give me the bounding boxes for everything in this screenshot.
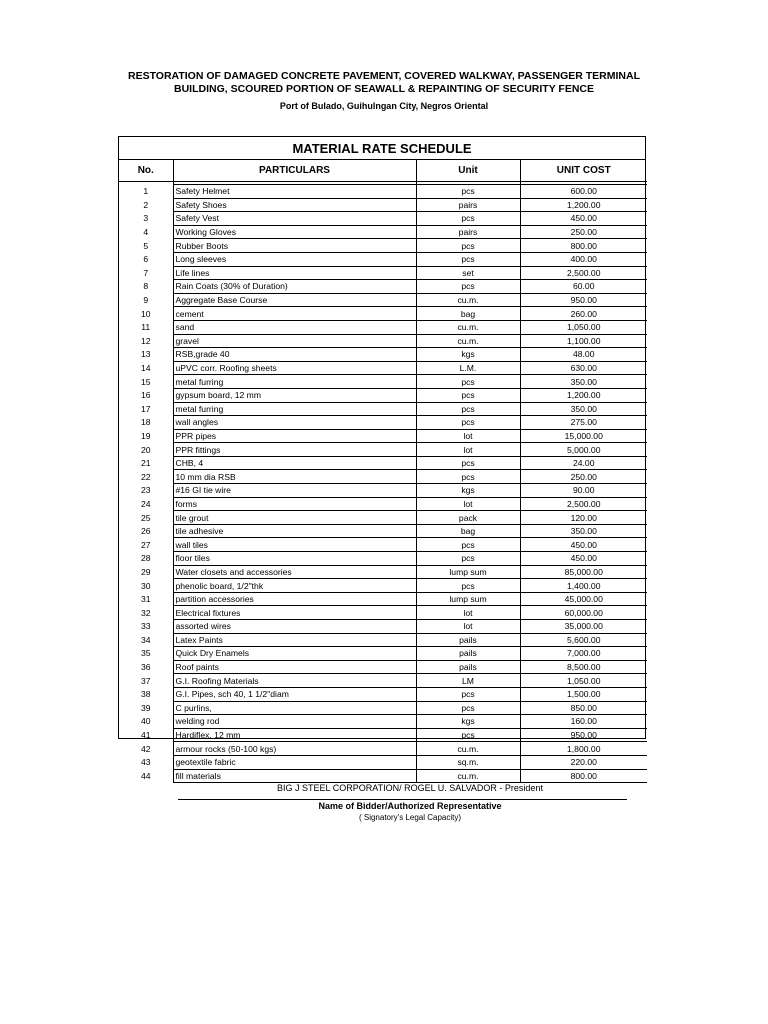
cell-unit: pcs <box>416 280 520 294</box>
table-row <box>119 769 647 783</box>
cell-cost: 5,600.00 <box>520 633 647 647</box>
cell-cost: 2,500.00 <box>520 266 647 280</box>
cell-cost: 220.00 <box>520 755 647 769</box>
cell-no: 18 <box>119 416 173 430</box>
cell-no: 34 <box>119 633 173 647</box>
table-row <box>119 212 647 226</box>
table-row <box>119 388 647 402</box>
cell-particulars: RSB,grade 40 <box>173 348 416 362</box>
cell-no: 15 <box>119 375 173 389</box>
cell-no: 31 <box>119 592 173 606</box>
schedule-title: MATERIAL RATE SCHEDULE <box>119 137 645 160</box>
cell-cost: 8,500.00 <box>520 660 647 674</box>
project-location: Port of Bulado, Guihulngan City, Negros Oriental <box>279 101 489 111</box>
cell-no: 41 <box>119 728 173 742</box>
table-row <box>119 660 647 674</box>
table-row <box>119 565 647 579</box>
cell-no: 24 <box>119 497 173 511</box>
cell-no: 13 <box>119 348 173 362</box>
cell-unit: sq.m. <box>416 755 520 769</box>
table-row <box>119 429 647 443</box>
cell-cost: 90.00 <box>520 484 647 498</box>
table-row <box>119 755 647 769</box>
cell-unit: cu.m. <box>416 769 520 783</box>
cell-particulars: cement <box>173 307 416 321</box>
table-row <box>119 552 647 566</box>
table-row <box>119 375 647 389</box>
cell-particulars: assorted wires <box>173 620 416 634</box>
table-row <box>119 687 647 701</box>
table-row <box>119 524 647 538</box>
column-header-unit-cost: UNIT COST <box>520 160 647 182</box>
table-row <box>119 715 647 729</box>
cell-no: 35 <box>119 647 173 661</box>
cell-unit: pcs <box>416 538 520 552</box>
cell-no: 7 <box>119 266 173 280</box>
cell-particulars: Working Gloves <box>173 225 416 239</box>
cell-no: 22 <box>119 470 173 484</box>
table-row <box>119 402 647 416</box>
cell-cost: 260.00 <box>520 307 647 321</box>
bidder-name: BIG J STEEL CORPORATION/ ROGEL U. SALVADOR - President <box>277 783 543 793</box>
table-row <box>119 239 647 253</box>
cell-cost: 120.00 <box>520 511 647 525</box>
cell-particulars: Long sleeves <box>173 252 416 266</box>
cell-no: 36 <box>119 660 173 674</box>
cell-particulars: 10 mm dia RSB <box>173 470 416 484</box>
table-row <box>119 361 647 375</box>
material-rate-schedule <box>118 136 646 781</box>
cell-no: 8 <box>119 280 173 294</box>
cell-particulars: fill materials <box>173 769 416 783</box>
cell-cost: 7,000.00 <box>520 647 647 661</box>
cell-unit: pcs <box>416 579 520 593</box>
cell-cost: 1,200.00 <box>520 388 647 402</box>
table-row <box>119 266 647 280</box>
cell-cost: 48.00 <box>520 348 647 362</box>
cell-no: 10 <box>119 307 173 321</box>
cell-unit: pcs <box>416 416 520 430</box>
table-row <box>119 701 647 715</box>
cell-cost: 35,000.00 <box>520 620 647 634</box>
cell-cost: 450.00 <box>520 538 647 552</box>
cell-unit: kgs <box>416 484 520 498</box>
cell-cost: 1,400.00 <box>520 579 647 593</box>
table-row <box>119 728 647 742</box>
cell-unit: kgs <box>416 715 520 729</box>
cell-cost: 160.00 <box>520 715 647 729</box>
table-row <box>119 579 647 593</box>
cell-cost: 450.00 <box>520 552 647 566</box>
table-row <box>119 456 647 470</box>
table-row <box>119 252 647 266</box>
cell-no: 25 <box>119 511 173 525</box>
cell-particulars: Aggregate Base Course <box>173 293 416 307</box>
cell-no: 42 <box>119 742 173 756</box>
cell-unit: pcs <box>416 402 520 416</box>
cell-cost: 1,200.00 <box>520 198 647 212</box>
cell-particulars: wall tiles <box>173 538 416 552</box>
cell-cost: 5,000.00 <box>520 443 647 457</box>
cell-unit: bag <box>416 524 520 538</box>
cell-cost: 1,500.00 <box>520 687 647 701</box>
table-row <box>119 470 647 484</box>
cell-no: 44 <box>119 769 173 783</box>
cell-no: 6 <box>119 252 173 266</box>
cell-cost: 600.00 <box>520 185 647 199</box>
cell-unit: lump sum <box>416 565 520 579</box>
cell-particulars: welding rod <box>173 715 416 729</box>
table-row <box>119 293 647 307</box>
cell-particulars: Quick Dry Enamels <box>173 647 416 661</box>
cell-unit: set <box>416 266 520 280</box>
cell-particulars: Latex Paints <box>173 633 416 647</box>
cell-particulars: G.I. Roofing Materials <box>173 674 416 688</box>
cell-particulars: geotextile fabric <box>173 755 416 769</box>
cell-particulars: metal furring <box>173 375 416 389</box>
cell-particulars: tile adhesive <box>173 524 416 538</box>
cell-unit: pcs <box>416 212 520 226</box>
cell-cost: 950.00 <box>520 293 647 307</box>
cell-unit: pcs <box>416 552 520 566</box>
cell-particulars: Roof paints <box>173 660 416 674</box>
cell-unit: pails <box>416 633 520 647</box>
cell-no: 2 <box>119 198 173 212</box>
cell-unit: cu.m. <box>416 320 520 334</box>
cell-no: 29 <box>119 565 173 579</box>
cell-unit: pcs <box>416 701 520 715</box>
cell-unit: pails <box>416 660 520 674</box>
rate-table <box>119 160 647 783</box>
cell-particulars: Safety Vest <box>173 212 416 226</box>
cell-no: 33 <box>119 620 173 634</box>
cell-no: 3 <box>119 212 173 226</box>
cell-cost: 800.00 <box>520 239 647 253</box>
cell-no: 32 <box>119 606 173 620</box>
cell-no: 23 <box>119 484 173 498</box>
cell-unit: pack <box>416 511 520 525</box>
cell-cost: 15,000.00 <box>520 429 647 443</box>
cell-unit: pairs <box>416 225 520 239</box>
cell-cost: 950.00 <box>520 728 647 742</box>
cell-cost: 350.00 <box>520 375 647 389</box>
cell-no: 28 <box>119 552 173 566</box>
cell-unit: lot <box>416 443 520 457</box>
cell-unit: lump sum <box>416 592 520 606</box>
cell-particulars: forms <box>173 497 416 511</box>
cell-particulars: wall angles <box>173 416 416 430</box>
cell-no: 12 <box>119 334 173 348</box>
cell-no: 26 <box>119 524 173 538</box>
cell-cost: 45,000.00 <box>520 592 647 606</box>
table-row <box>119 416 647 430</box>
cell-particulars: tile grout <box>173 511 416 525</box>
cell-cost: 24.00 <box>520 456 647 470</box>
cell-no: 11 <box>119 320 173 334</box>
cell-no: 9 <box>119 293 173 307</box>
title-line-2: BUILDING, SCOURED PORTION OF SEAWALL & REPAINTING OF SECURITY FENCE <box>173 83 595 95</box>
cell-cost: 1,800.00 <box>520 742 647 756</box>
cell-cost: 1,050.00 <box>520 320 647 334</box>
cell-unit: pcs <box>416 185 520 199</box>
table-row <box>119 497 647 511</box>
column-header-unit: Unit <box>416 160 520 182</box>
cell-particulars: Safety Shoes <box>173 198 416 212</box>
cell-cost: 350.00 <box>520 402 647 416</box>
cell-cost: 275.00 <box>520 416 647 430</box>
table-row <box>119 443 647 457</box>
cell-cost: 450.00 <box>520 212 647 226</box>
cell-particulars: #16 GI tie wire <box>173 484 416 498</box>
cell-cost: 85,000.00 <box>520 565 647 579</box>
cell-unit: lot <box>416 429 520 443</box>
cell-particulars: phenolic board, 1/2"thk <box>173 579 416 593</box>
table-row <box>119 742 647 756</box>
signatory-capacity-label: ( Signatory's Legal Capacity) <box>358 813 462 822</box>
cell-cost: 350.00 <box>520 524 647 538</box>
cell-particulars: PPR fittings <box>173 443 416 457</box>
cell-particulars: CHB, 4 <box>173 456 416 470</box>
cell-no: 5 <box>119 239 173 253</box>
table-row <box>119 674 647 688</box>
cell-no: 27 <box>119 538 173 552</box>
cell-cost: 400.00 <box>520 252 647 266</box>
table-row <box>119 647 647 661</box>
table-row <box>119 511 647 525</box>
cell-cost: 60,000.00 <box>520 606 647 620</box>
cell-unit: pcs <box>416 252 520 266</box>
table-row <box>119 198 647 212</box>
table-row <box>119 606 647 620</box>
cell-no: 43 <box>119 755 173 769</box>
cell-cost: 1,050.00 <box>520 674 647 688</box>
cell-no: 37 <box>119 674 173 688</box>
cell-cost: 800.00 <box>520 769 647 783</box>
cell-no: 40 <box>119 715 173 729</box>
cell-particulars: uPVC corr. Roofing sheets <box>173 361 416 375</box>
cell-no: 38 <box>119 687 173 701</box>
cell-particulars: metal furring <box>173 402 416 416</box>
cell-unit: pcs <box>416 728 520 742</box>
cell-no: 17 <box>119 402 173 416</box>
cell-unit: pcs <box>416 687 520 701</box>
table-header-row <box>119 160 647 182</box>
table-row <box>119 633 647 647</box>
table-row <box>119 280 647 294</box>
table-row <box>119 307 647 321</box>
table-row <box>119 334 647 348</box>
cell-particulars: armour rocks (50-100 kgs) <box>173 742 416 756</box>
table-row <box>119 592 647 606</box>
table-row <box>119 185 647 199</box>
column-header-no: No. <box>119 160 173 182</box>
cell-particulars: partition accessories <box>173 592 416 606</box>
cell-unit: LM <box>416 674 520 688</box>
cell-particulars: gravel <box>173 334 416 348</box>
signature-line <box>178 799 627 800</box>
table-row <box>119 320 647 334</box>
bidder-label: Name of Bidder/Authorized Representative <box>318 801 502 811</box>
cell-cost: 250.00 <box>520 225 647 239</box>
cell-particulars: Water closets and accessories <box>173 565 416 579</box>
cell-particulars: Safety Helmet <box>173 185 416 199</box>
cell-cost: 60.00 <box>520 280 647 294</box>
cell-particulars: Hardiflex, 12 mm <box>173 728 416 742</box>
table-row <box>119 620 647 634</box>
cell-unit: pairs <box>416 198 520 212</box>
table-row <box>119 348 647 362</box>
cell-unit: lot <box>416 606 520 620</box>
cell-cost: 2,500.00 <box>520 497 647 511</box>
cell-unit: pcs <box>416 456 520 470</box>
cell-cost: 850.00 <box>520 701 647 715</box>
cell-unit: pcs <box>416 375 520 389</box>
document-title <box>0 70 768 96</box>
table-row <box>119 225 647 239</box>
cell-no: 16 <box>119 388 173 402</box>
cell-particulars: Rubber Boots <box>173 239 416 253</box>
cell-unit: bag <box>416 307 520 321</box>
table-row <box>119 538 647 552</box>
cell-no: 14 <box>119 361 173 375</box>
cell-particulars: floor tiles <box>173 552 416 566</box>
cell-no: 39 <box>119 701 173 715</box>
cell-no: 20 <box>119 443 173 457</box>
cell-particulars: sand <box>173 320 416 334</box>
cell-unit: pcs <box>416 388 520 402</box>
cell-particulars: Rain Coats (30% of Duration) <box>173 280 416 294</box>
cell-unit: cu.m. <box>416 742 520 756</box>
cell-unit: kgs <box>416 348 520 362</box>
cell-no: 30 <box>119 579 173 593</box>
cell-unit: lot <box>416 497 520 511</box>
cell-no: 19 <box>119 429 173 443</box>
cell-particulars: gypsum board, 12 mm <box>173 388 416 402</box>
table-body <box>119 182 647 783</box>
table-row <box>119 484 647 498</box>
cell-unit: L.M. <box>416 361 520 375</box>
cell-no: 4 <box>119 225 173 239</box>
cell-no: 1 <box>119 185 173 199</box>
cell-cost: 250.00 <box>520 470 647 484</box>
cell-unit: lot <box>416 620 520 634</box>
column-header-particulars: PARTICULARS <box>173 160 416 182</box>
cell-particulars: Electrical fixtures <box>173 606 416 620</box>
cell-particulars: PPR pipes <box>173 429 416 443</box>
cell-unit: cu.m. <box>416 293 520 307</box>
cell-particulars: G.I. Pipes, sch 40, 1 1/2"diam <box>173 687 416 701</box>
cell-unit: pcs <box>416 470 520 484</box>
cell-unit: pcs <box>416 239 520 253</box>
title-line-1: RESTORATION OF DAMAGED CONCRETE PAVEMENT, COVERED WALKWAY, PASSENGER TERMINAL <box>127 70 640 82</box>
cell-particulars: C purlins, <box>173 701 416 715</box>
cell-cost: 630.00 <box>520 361 647 375</box>
cell-unit: pails <box>416 647 520 661</box>
cell-cost: 1,100.00 <box>520 334 647 348</box>
cell-no: 21 <box>119 456 173 470</box>
cell-particulars: Life lines <box>173 266 416 280</box>
cell-unit: cu.m. <box>416 334 520 348</box>
